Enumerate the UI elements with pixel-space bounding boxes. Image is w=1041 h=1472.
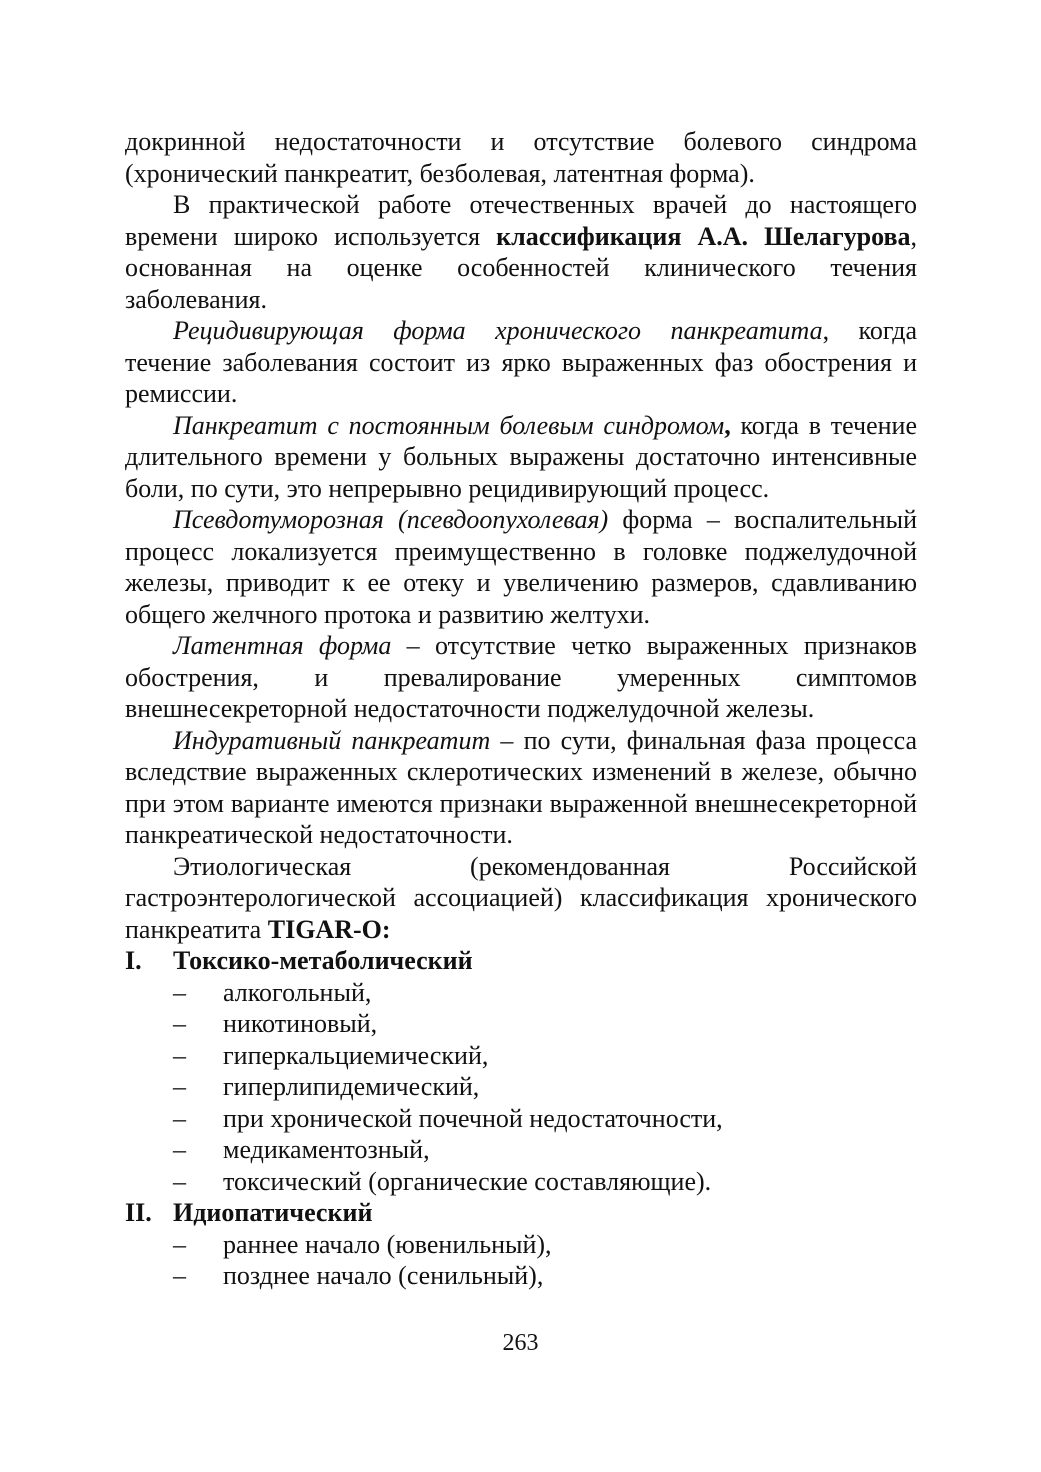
dash-marker: – [173, 977, 186, 1007]
list-item-text: раннее начало (ювенильный), [223, 1229, 552, 1259]
italic-term: Индуративный панкреатит [173, 725, 491, 755]
italic-term: Рецидивирующая форма хронического панкреатита [173, 316, 823, 345]
paragraph-text: форма – воспалительный процесс локализуется преимущественно в головке поджелудочной железы, приводит к ее отеку и увеличению размеров, сдавливанию общего желчного протока и развитию желтухи. [125, 505, 917, 629]
list-item [125, 1260, 917, 1292]
list-item [125, 1008, 917, 1040]
list-item-text: позднее начало (сенильный), [223, 1261, 544, 1290]
list-item [125, 1103, 917, 1135]
paragraph-text: – по сути, финальная фаза процесса вследствие выраженных склеротических изменений в железе, обычно при этом варианте имеются признаки выраженной внешнесекреторной панкреатической недостаточности. [125, 725, 917, 849]
list-item [125, 1040, 917, 1072]
section-title: Идиопатический [173, 1198, 373, 1227]
dash-marker: – [173, 1229, 186, 1259]
list-item-text: медикаментозный, [223, 1135, 430, 1164]
list-item [125, 1134, 917, 1166]
section-title: Токсико-метаболический [173, 946, 473, 975]
dash-marker: – [173, 1135, 186, 1164]
italic-term: Латентная форма [173, 631, 392, 660]
paragraph-pain-form [125, 410, 917, 505]
list-item-text: при хронической почечной недостаточности, [223, 1103, 723, 1133]
list-item [125, 1166, 917, 1198]
dash-marker: – [173, 1261, 186, 1290]
bold-comma: , [724, 410, 731, 440]
list-item-text: алкогольный, [223, 977, 372, 1007]
paragraph-text: В практической работе отечественных врачей до настоящего времени широко используется [125, 190, 917, 251]
bold-term: TIGAR-O: [267, 914, 391, 944]
paragraph-recurrent-form [125, 315, 917, 410]
list-item-text: гиперкальциемический, [223, 1040, 489, 1070]
paragraph-text: , когда течение заболевания состоит из ярко выраженных фаз обострения и ремиссии. [125, 316, 918, 408]
paragraph-continuation [125, 126, 917, 189]
paragraph-indurative [125, 725, 917, 851]
page-text [125, 126, 917, 1292]
dash-marker: – [173, 1009, 186, 1038]
list-item [125, 977, 917, 1009]
paragraph-text: , основанная на оценке особенностей клинического течения заболевания. [125, 221, 917, 314]
italic-term: Псевдотуморозная (псевдоопухолевая) [173, 505, 609, 534]
paragraph-text: когда в течение длительного времени у больных выражены достаточно интенсивные боли, по сути, это непрерывно рецидивирующий процесс. [125, 410, 918, 503]
paragraph-pseudotumor-form [125, 504, 917, 630]
paragraph-latent-form [125, 630, 917, 725]
section-list-toxic-metabolic [125, 977, 917, 1198]
paragraph-text: Этиологическая (рекомендованная Российской гастроэнтерологической ассоциацией) классификация хронического панкреатита [125, 851, 917, 944]
dash-marker: – [173, 1103, 186, 1133]
list-item-text: токсический (органические составляющие). [223, 1166, 712, 1196]
list-item [125, 1229, 917, 1261]
bold-term: классификация А.А. Шелагурова [496, 221, 911, 251]
section-heading-idiopathic [125, 1197, 917, 1229]
dash-marker: – [173, 1040, 186, 1070]
list-item-text: никотиновый, [223, 1009, 378, 1038]
section-list-idiopathic [125, 1229, 917, 1292]
paragraph-text: докринной недостаточности и отсутствие болевого синдрома (хронический панкреатит, безболевая, латентная форма). [125, 127, 917, 188]
paragraph-tigar-o [125, 851, 917, 946]
dash-marker: – [173, 1166, 186, 1196]
paragraph-text: – отсутствие четко выраженных признаков обострения, и превалирование умеренных симптомов внешнесекреторной недостаточности поджелудочной железы. [125, 631, 917, 723]
italic-term: Панкреатит с постоянным болевым синдромом [173, 410, 725, 440]
list-item [125, 1071, 917, 1103]
section-number: II. [125, 1198, 152, 1227]
page-number: 263 [502, 1330, 539, 1356]
paragraph-shelagurov [125, 189, 917, 315]
list-item-text: гиперлипидемический, [223, 1072, 480, 1101]
dash-marker: – [173, 1072, 186, 1101]
section-heading-toxic-metabolic [125, 945, 917, 977]
section-number: I. [125, 946, 142, 975]
